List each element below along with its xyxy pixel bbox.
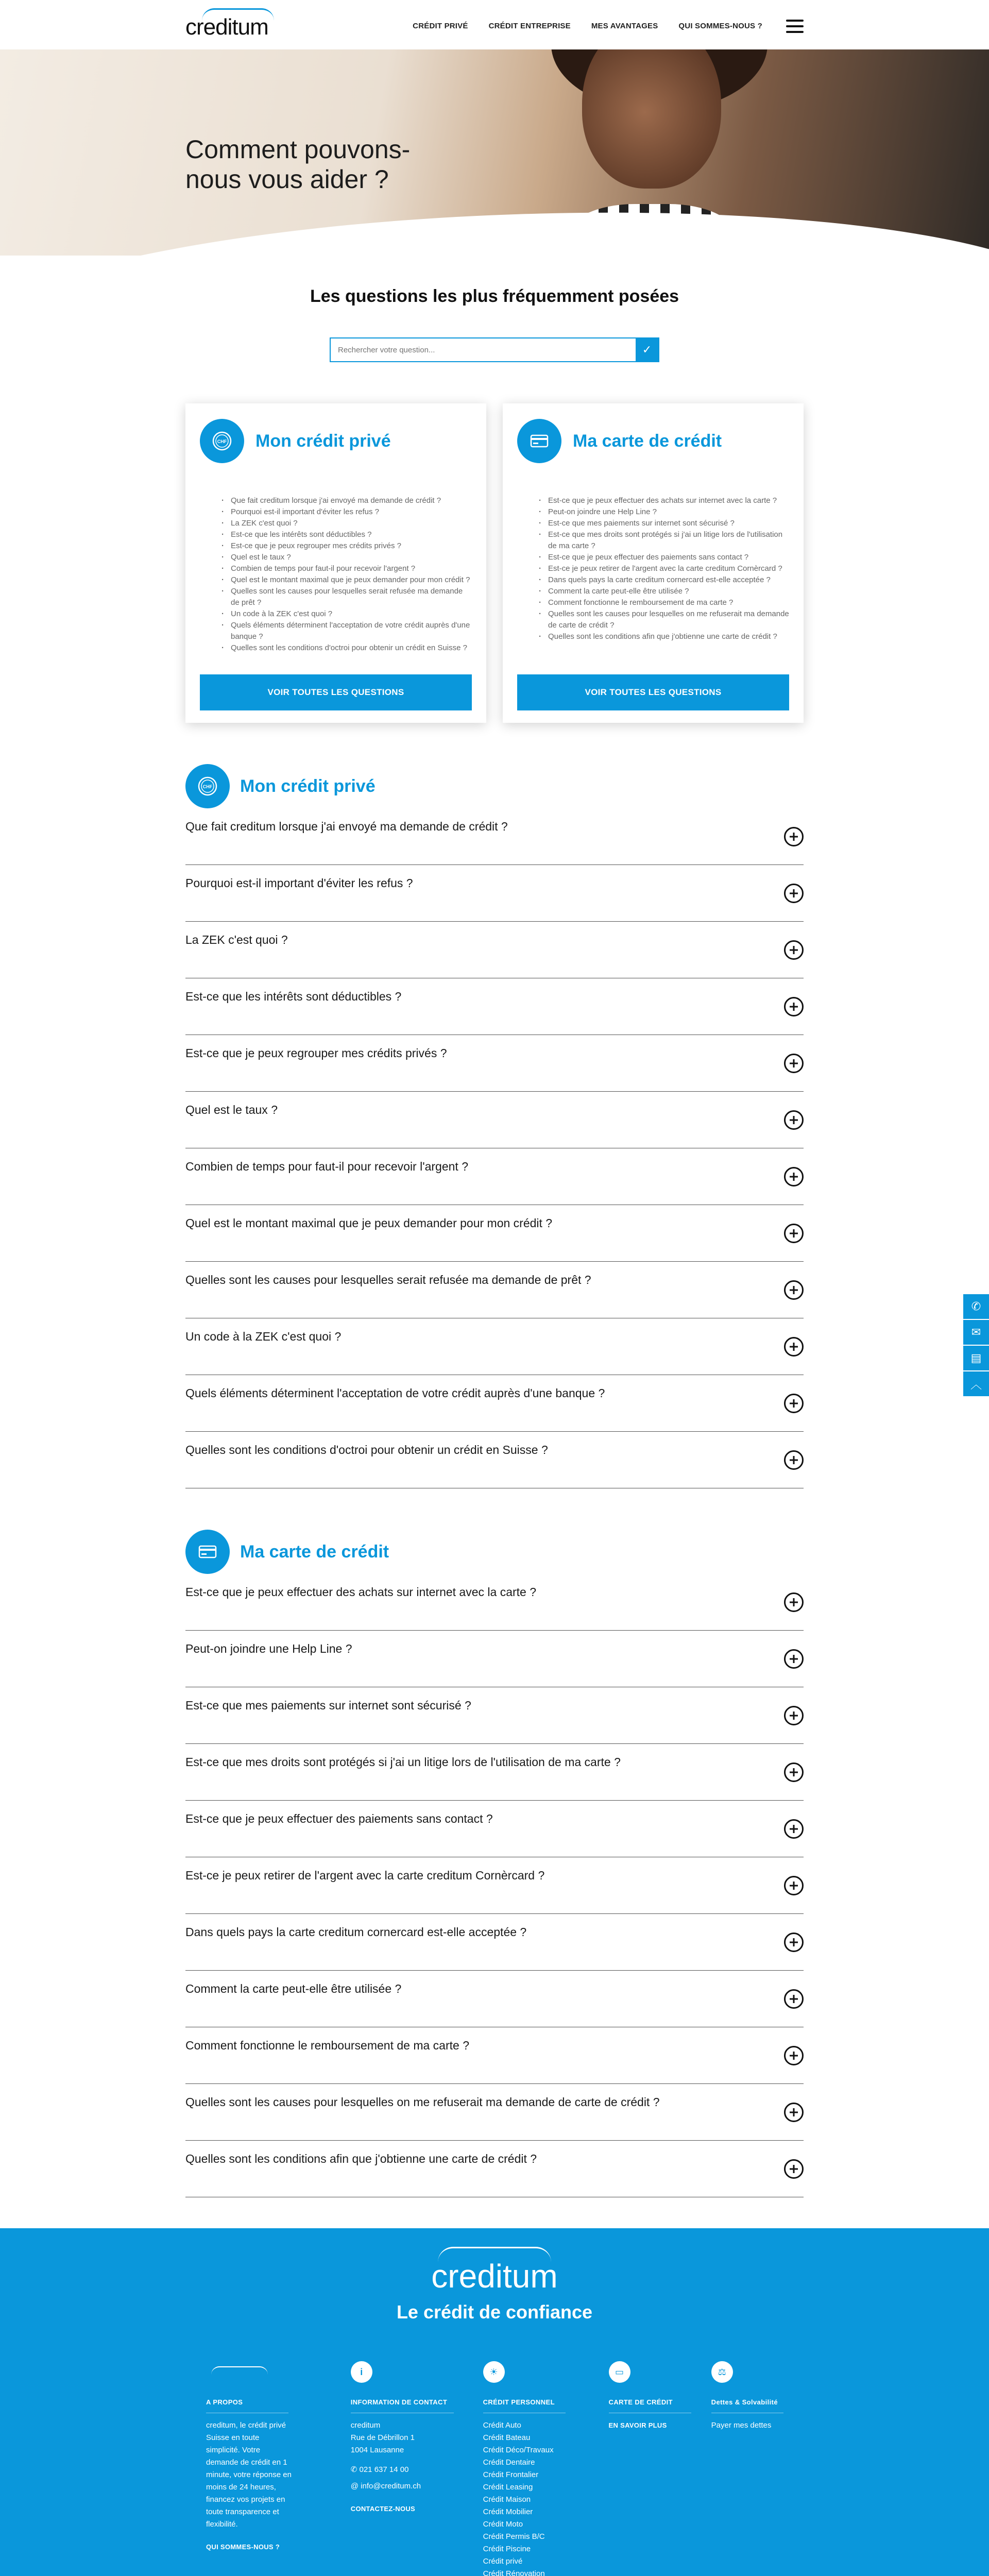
footer-about: A PROPOS creditum, le crédit privé Suisse en toute simplicité. Votre demande de crédit en 1 minute, votre réponse en moins de 24 heures, financez vos projets en toute transparence et flexibilité. QUI SOMMES-NOUS ? <box>206 2361 351 2576</box>
question-link[interactable]: · Pourquoi est-il important d'éviter les refus ? <box>221 506 472 518</box>
nav-qui-sommes-nous[interactable]: QUI SOMMES-NOUS ? <box>678 22 762 30</box>
footer-credit-link[interactable]: Crédit Piscine <box>483 2545 531 2553</box>
phone-link[interactable]: 021 637 14 00 <box>359 2465 409 2474</box>
plus-circle-icon[interactable] <box>784 997 804 1016</box>
footer-credit-personnel: ☀ CRÉDIT PERSONNEL Crédit Auto Crédit Bateau Crédit Déco/Travaux Crédit Dentaire Crédit Frontalier Crédit Leasing Crédit Maison Crédit Mobilier Crédit Moto Crédit Permis B/C Crédit Piscine Crédit privé Crédit Rénovation <box>483 2361 609 2576</box>
plus-circle-icon[interactable] <box>784 1933 804 1952</box>
faq-question: Un code à la ZEK c'est quoi ? <box>185 1330 342 1343</box>
faq-item[interactable] <box>185 865 804 922</box>
plus-circle-icon[interactable] <box>784 827 804 846</box>
faq-question: Quelles sont les causes pour lesquelles on me refuserait ma demande de carte de crédit ? <box>185 2095 660 2109</box>
search-button[interactable] <box>636 338 658 361</box>
footer-credit-link[interactable]: Crédit Moto <box>483 2520 523 2529</box>
question-link[interactable]: · Quel est le montant maximal que je peux demander pour mon crédit ? <box>221 574 472 586</box>
faq-question: Peut-on joindre une Help Line ? <box>185 1642 352 1655</box>
at-icon: @ <box>350 2482 361 2490</box>
contact-link[interactable]: CONTACTEZ-NOUS <box>350 2505 416 2513</box>
faq-item[interactable] <box>185 1375 804 1432</box>
question-link[interactable]: · Quelles sont les conditions d'octroi pour obtenir un crédit en Suisse ? <box>221 642 472 654</box>
plus-circle-icon[interactable] <box>784 1224 804 1243</box>
section-credit-prive <box>185 764 804 1488</box>
question-list <box>539 495 789 642</box>
chf-coin-icon <box>185 764 230 808</box>
faq-question: Est-ce que je peux effectuer des achats sur internet avec la carte ? <box>185 1585 537 1599</box>
nav-credit-prive[interactable]: CRÉDIT PRIVÉ <box>413 22 468 30</box>
footer-credit-link[interactable]: Crédit Rénovation <box>483 2569 545 2576</box>
question-link[interactable]: · Peut-on joindre une Help Line ? <box>539 506 789 518</box>
phone-icon[interactable]: ✆ <box>963 1294 989 1320</box>
faq-question: Est-ce que les intérêts sont déductibles ? <box>185 990 402 1003</box>
hamburger-menu-icon[interactable] <box>786 20 804 33</box>
faq-item[interactable] <box>185 1035 804 1092</box>
svg-text:CHF: CHF <box>217 439 227 444</box>
faq-item[interactable] <box>185 1857 804 1914</box>
footer-dettes: ⚖ Dettes & Solvabilité Payer mes dettes <box>711 2361 788 2576</box>
accordion <box>185 808 804 1488</box>
faq-question: Est-ce que je peux regrouper mes crédits privés ? <box>185 1046 447 1060</box>
question-link[interactable]: · Quels éléments déterminent l'acceptation de votre crédit auprès d'une banque ? <box>221 620 472 642</box>
faq-item[interactable] <box>185 1914 804 1971</box>
faq-question: Combien de temps pour faut-il pour recevoir l'argent ? <box>185 1160 469 1173</box>
footer-credit-link[interactable]: Crédit Maison <box>483 2495 531 2504</box>
side-contact-bar <box>963 1294 989 1397</box>
faq-question: Quel est le taux ? <box>185 1103 278 1116</box>
plus-circle-icon[interactable] <box>784 1819 804 1839</box>
faq-item[interactable] <box>185 1744 804 1801</box>
faq-question: Quelles sont les causes pour lesquelles serait refusée ma demande de prêt ? <box>185 1273 591 1286</box>
faq-question: Quels éléments déterminent l'acceptation de votre crédit auprès d'une banque ? <box>185 1386 605 1400</box>
svg-text:CHF: CHF <box>202 784 213 789</box>
question-link[interactable]: · Est-ce que les intérêts sont déductibles ? <box>221 529 472 540</box>
plus-circle-icon[interactable] <box>784 1450 804 1470</box>
faq-item[interactable] <box>185 2141 804 2197</box>
footer-credit-link[interactable]: Crédit Frontalier <box>483 2470 539 2479</box>
email-link[interactable]: info@creditum.ch <box>361 2482 421 2490</box>
see-all-questions-button[interactable]: VOIR TOUTES LES QUESTIONS <box>200 674 472 710</box>
faq-item[interactable] <box>185 1262 804 1318</box>
faq-item[interactable] <box>185 1148 804 1205</box>
faq-item[interactable] <box>185 1205 804 1262</box>
faq-intro <box>185 256 804 362</box>
footer-credit-link[interactable]: Crédit Bateau <box>483 2433 531 2442</box>
card-credit-prive <box>185 403 486 723</box>
faq-item[interactable] <box>185 2084 804 2141</box>
plus-circle-icon[interactable] <box>784 1394 804 1413</box>
plus-circle-icon[interactable] <box>784 1592 804 1612</box>
faq-cards <box>185 403 804 723</box>
hero-title: Comment pouvons-nous vous aider ? <box>185 135 411 194</box>
creditum-logo[interactable]: creditum <box>185 7 294 39</box>
plus-circle-icon[interactable] <box>784 1167 804 1187</box>
scale-icon: ⚖ <box>711 2361 733 2383</box>
faq-item[interactable] <box>185 1432 804 1488</box>
question-link[interactable]: · Quelles sont les causes pour lesquelles serait refusée ma demande de prêt ? <box>221 586 472 608</box>
chf-coin-icon <box>200 419 244 463</box>
faq-question: Comment fonctionne le remboursement de ma carte ? <box>185 2039 469 2052</box>
question-link[interactable]: · Est-ce que je peux effectuer des achats sur internet avec la carte ? <box>539 495 789 506</box>
section-carte-credit <box>185 1530 804 2197</box>
plus-circle-icon[interactable] <box>784 884 804 903</box>
plus-circle-icon[interactable] <box>784 1706 804 1725</box>
faq-question: Comment la carte peut-elle être utilisée ? <box>185 1982 402 1995</box>
footer-carte: ▭ CARTE DE CRÉDIT EN SAVOIR PLUS <box>609 2361 711 2576</box>
faq-question: Que fait creditum lorsque j'ai envoyé ma demande de crédit ? <box>185 820 508 833</box>
plus-circle-icon[interactable] <box>784 2046 804 2065</box>
accordion <box>185 1574 804 2197</box>
plus-circle-icon[interactable] <box>784 1876 804 1895</box>
plus-circle-icon[interactable] <box>784 1649 804 1669</box>
card-title: Mon crédit privé <box>255 431 391 451</box>
faq-title: Les questions les plus fréquemment posées <box>310 286 679 306</box>
credit-card-icon <box>185 1530 230 1574</box>
question-link[interactable]: · Quel est le taux ? <box>221 552 472 563</box>
mail-icon[interactable]: ✉ <box>963 1320 989 1346</box>
faq-item[interactable] <box>185 978 804 1035</box>
plus-circle-icon[interactable] <box>784 1989 804 2009</box>
question-link[interactable]: · Est-ce que je peux regrouper mes crédits privés ? <box>221 540 472 552</box>
faq-item[interactable] <box>185 1318 804 1375</box>
card-title: Ma carte de crédit <box>573 431 722 451</box>
question-link[interactable]: · Dans quels pays la carte creditum cornercard est-elle acceptée ? <box>539 574 789 586</box>
footer-credit-link[interactable]: Crédit Déco/Travaux <box>483 2446 554 2454</box>
faq-question: Quelles sont les conditions d'octroi pour obtenir un crédit en Suisse ? <box>185 1443 548 1456</box>
question-link[interactable]: · Est-ce que je peux effectuer des paiements sans contact ? <box>539 552 789 563</box>
card-carte-credit <box>503 403 804 723</box>
section-title: Ma carte de crédit <box>240 1541 389 1562</box>
question-link[interactable]: · Comment la carte peut-elle être utilisée ? <box>539 586 789 597</box>
footer-logo: creditum Le crédit de confiance <box>386 2247 603 2323</box>
question-link[interactable]: · Comment fonctionne le remboursement de ma carte ? <box>539 597 789 608</box>
faq-item[interactable] <box>185 1092 804 1148</box>
credit-card-icon: ▭ <box>609 2361 630 2383</box>
question-link[interactable]: · Un code à la ZEK c'est quoi ? <box>221 608 472 620</box>
lightbulb-icon: ☀ <box>483 2361 505 2383</box>
site-footer <box>0 2228 989 2576</box>
faq-item[interactable] <box>185 1801 804 1857</box>
arrow-up-icon[interactable]: ︿ <box>963 1371 989 1397</box>
faq-item[interactable] <box>185 922 804 978</box>
footer-credit-link[interactable]: Crédit Dentaire <box>483 2458 535 2467</box>
footer-tagline: Le crédit de confiance <box>396 2301 593 2323</box>
question-link[interactable]: · Est-ce je peux retirer de l'argent avec la carte creditum Cornèrcard ? <box>539 563 789 574</box>
plus-circle-icon[interactable] <box>784 2159 804 2179</box>
question-link[interactable]: · Est-ce que mes paiements sur internet sont sécurisé ? <box>539 518 789 529</box>
site-header <box>0 0 989 49</box>
faq-item[interactable] <box>185 1687 804 1744</box>
document-icon[interactable]: ▤ <box>963 1346 989 1371</box>
nav-credit-entreprise[interactable]: CRÉDIT ENTREPRISE <box>488 22 571 30</box>
faq-question: Quelles sont les conditions afin que j'obtienne une carte de crédit ? <box>185 2152 537 2165</box>
main-nav <box>413 22 762 30</box>
faq-item[interactable] <box>185 1631 804 1687</box>
plus-circle-icon[interactable] <box>784 1110 804 1130</box>
search-input[interactable] <box>331 338 636 361</box>
faq-question: Est-ce je peux retirer de l'argent avec la carte creditum Cornèrcard ? <box>185 1869 545 1882</box>
question-list <box>221 495 472 654</box>
question-link[interactable]: · Quelles sont les causes pour lesquelles on me refuserait ma demande de carte de crédit ? <box>539 608 789 631</box>
faq-question: Quel est le montant maximal que je peux demander pour mon crédit ? <box>185 1216 553 1230</box>
faq-item[interactable] <box>185 2027 804 2084</box>
faq-question: Est-ce que je peux effectuer des paiements sans contact ? <box>185 1812 493 1825</box>
about-link[interactable]: QUI SOMMES-NOUS ? <box>206 2543 280 2551</box>
faq-item[interactable] <box>185 1574 804 1631</box>
footer-credit-link[interactable]: Crédit Auto <box>483 2421 521 2430</box>
plus-circle-icon[interactable] <box>784 1762 804 1782</box>
info-icon: i <box>351 2361 372 2383</box>
hero-banner <box>0 49 989 256</box>
section-title: Mon crédit privé <box>240 776 376 796</box>
footer-credit-link[interactable]: Crédit Mobilier <box>483 2507 533 2516</box>
question-link[interactable]: · Quelles sont les conditions afin que j'obtienne une carte de crédit ? <box>539 631 789 642</box>
footer-contact: i INFORMATION DE CONTACT creditum Rue de Débrillon 1 1004 Lausanne ✆ 021 637 14 00 @ info@creditum.ch CONTACTEZ-NOUS <box>351 2361 483 2576</box>
plus-circle-icon[interactable] <box>784 940 804 960</box>
faq-question: La ZEK c'est quoi ? <box>185 933 288 946</box>
faq-question: Dans quels pays la carte creditum cornercard est-elle acceptée ? <box>185 1925 527 1939</box>
faq-question: Est-ce que mes paiements sur internet sont sécurisé ? <box>185 1699 471 1712</box>
check-icon: ✓ <box>642 343 652 356</box>
footer-credit-link[interactable]: Crédit Leasing <box>483 2483 533 2492</box>
question-link[interactable]: · Que fait creditum lorsque j'ai envoyé ma demande de crédit ? <box>221 495 472 506</box>
question-link[interactable]: · Combien de temps pour faut-il pour recevoir l'argent ? <box>221 563 472 574</box>
plus-circle-icon[interactable] <box>784 1280 804 1300</box>
nav-mes-avantages[interactable]: MES AVANTAGES <box>591 22 658 30</box>
question-link[interactable]: · Est-ce que mes droits sont protégés si j'ai un litige lors de l'utilisation de ma carte ? <box>539 529 789 552</box>
faq-search <box>330 337 659 362</box>
plus-circle-icon[interactable] <box>784 2103 804 2122</box>
faq-question: Est-ce que mes droits sont protégés si j'ai un litige lors de l'utilisation de ma carte ? <box>185 1755 621 1769</box>
plus-circle-icon[interactable] <box>784 1337 804 1357</box>
faq-question: Pourquoi est-il important d'éviter les refus ? <box>185 876 413 890</box>
footer-credit-link[interactable]: Crédit privé <box>483 2557 523 2566</box>
faq-item[interactable] <box>185 1971 804 2027</box>
question-link[interactable]: · La ZEK c'est quoi ? <box>221 518 472 529</box>
plus-circle-icon[interactable] <box>784 1054 804 1073</box>
credit-card-icon <box>517 419 561 463</box>
en-savoir-plus-link[interactable]: EN SAVOIR PLUS <box>608 2421 667 2429</box>
faq-item[interactable] <box>185 808 804 865</box>
footer-credit-link[interactable]: Crédit Permis B/C <box>483 2532 545 2541</box>
phone-icon: ✆ <box>350 2465 360 2474</box>
see-all-questions-button[interactable]: VOIR TOUTES LES QUESTIONS <box>517 674 789 710</box>
payer-dettes-link[interactable]: Payer mes dettes <box>711 2421 772 2430</box>
